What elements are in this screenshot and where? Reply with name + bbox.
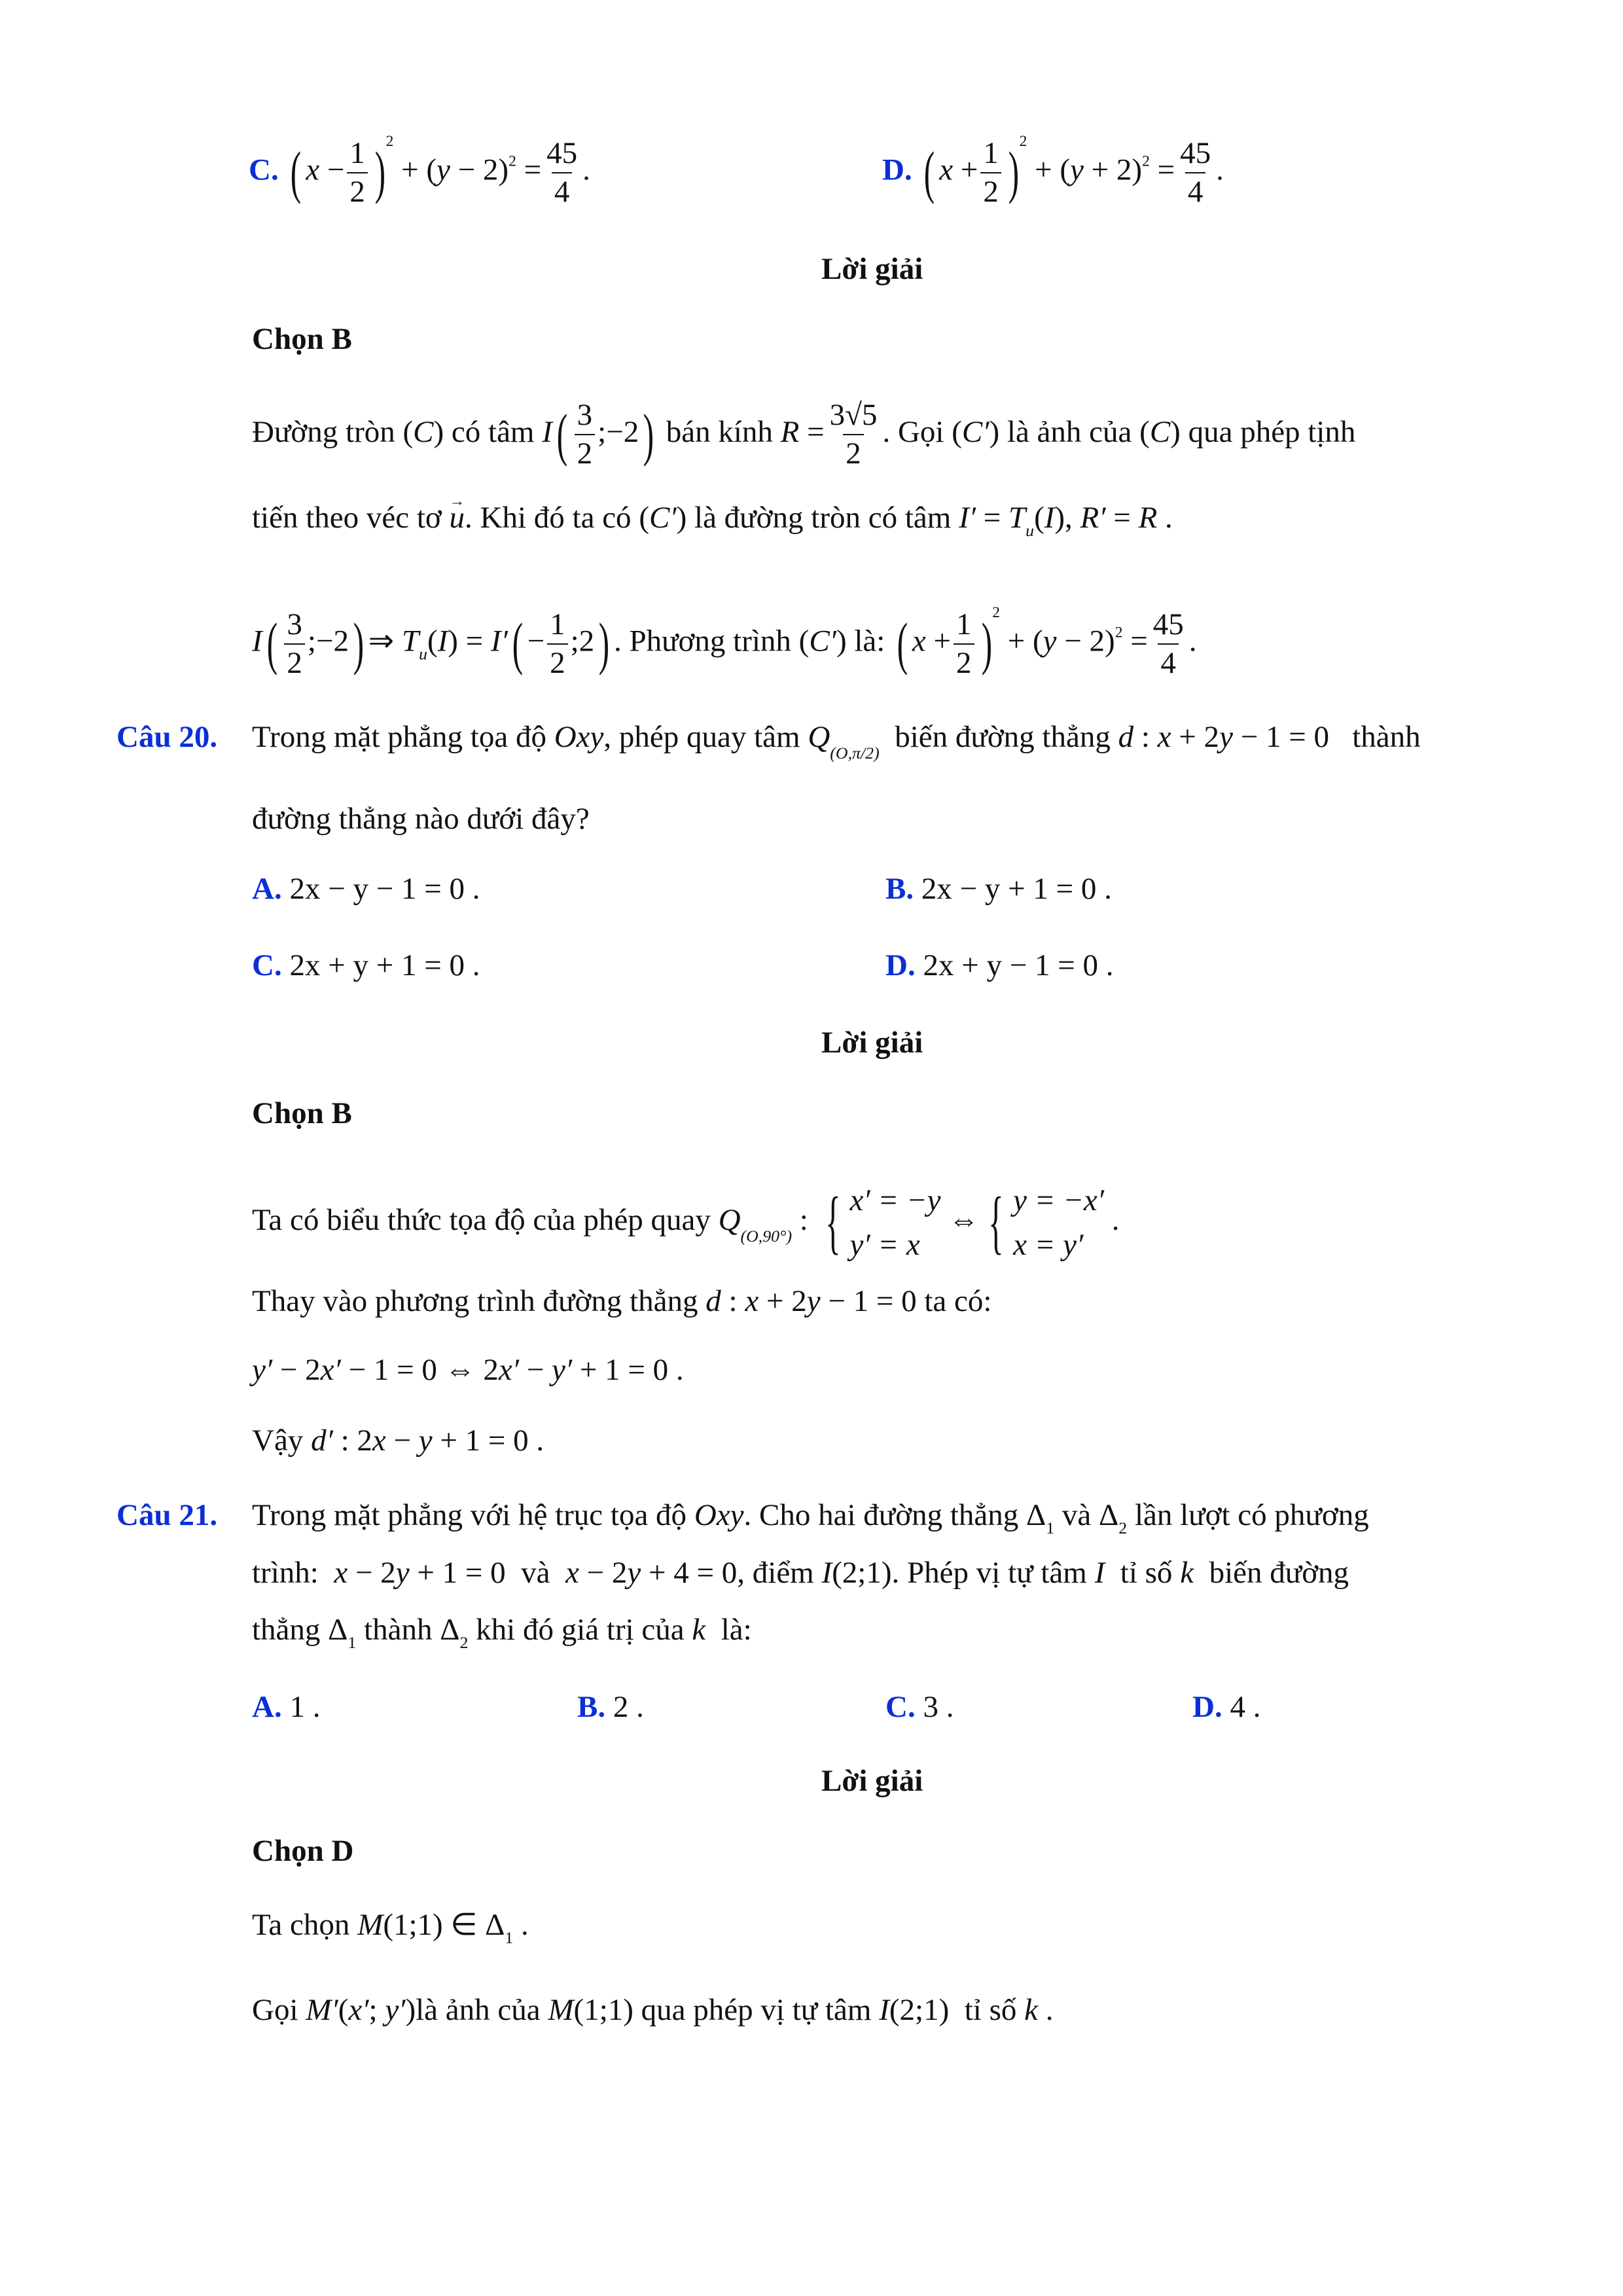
question-21-line-2: trình: x − 2y + 1 = 0 và x − 2y + 4 = 0, điểm I(2;1). Phép vị tự tâm I tỉ số k biến đường <box>252 1556 1349 1590</box>
q20-option-c[interactable]: C. 2x + y + 1 = 0 . <box>252 948 480 982</box>
option-d-row: D. ( x + $\frac{1}{2}$ )$^2 + (y + 2)^2$ = $\frac{45}{4}$ . <box>882 133 1224 209</box>
option-label: D. <box>882 152 912 187</box>
q20-solution-line-1: Ta có biểu thức tọa độ của phép quay $Q_{(O,90^\circ)}$ : { x′ = −y y′ = x ⇔ { y = −x′ x = y′ . <box>252 1183 1120 1263</box>
question-20-label: Câu 20. <box>116 720 218 754</box>
q21-solution-line-2: Gọi M′(x′; y′)là ảnh của M(1;1) qua phép vị tự tâm I(2;1) tỉ số k . <box>252 1993 1054 2027</box>
solution-line-3: I( $\frac{3}{2}$ ;−2) ⇒ $T_u(I) = I'$( − $\frac{1}{2}$ ;2) . Phương trình (C′) là: ( x + $\frac{1}{2}$ )$^2 + (y - 2)^2$ = $\frac{45}{4}$ . <box>252 604 1197 680</box>
q21-option-a[interactable]: A. 1 . <box>252 1690 321 1724</box>
chosen-answer: Chọn B <box>252 322 352 356</box>
question-21-line-3: thẳng $\Delta_1$ thành $\Delta_2$ khi đó giá trị của k là: <box>252 1613 752 1652</box>
question-21-label: Câu 21. <box>116 1498 218 1532</box>
option-c-row: C. ( x − $\frac{1}{2}$ )$^2 + (y - 2)^2$ = $\frac{45}{4}$ . <box>249 133 590 209</box>
solution-line-2: tiến theo véc tơ → u. Khi đó ta có (C′) là đường tròn có tâm $I' = T_u(I)$, R′ = R . <box>252 503 1173 539</box>
solution-heading: Lời giải <box>821 1026 923 1060</box>
chosen-answer: Chọn B <box>252 1096 352 1130</box>
q20-option-d[interactable]: D. 2x + y − 1 = 0 . <box>885 948 1114 982</box>
q20-option-b[interactable]: B. 2x − y + 1 = 0 . <box>885 872 1112 906</box>
q20-solution-line-3: y′ − 2x′ − 1 = 0 ⇔ 2x′ − y′ + 1 = 0 . <box>252 1353 684 1387</box>
chosen-answer: Chọn D <box>252 1834 354 1868</box>
q20-solution-line-4: Vậy d′ : 2x − y + 1 = 0 . <box>252 1424 544 1458</box>
q21-option-c[interactable]: C. 3 . <box>885 1690 954 1724</box>
q20-solution-line-2: Thay vào phương trình đường thẳng d : x + 2y − 1 = 0 ta có: <box>252 1284 992 1318</box>
q21-option-b[interactable]: B. 2 . <box>577 1690 644 1724</box>
solution-line-1: Đường tròn (C) có tâm I( $\frac{3}{2}$ ;−2) bán kính R = $\frac{3√5}{2}$ . Gọi (C′) là ảnh của (C) qua phép tịnh <box>252 398 1356 471</box>
q21-option-d[interactable]: D. 4 . <box>1192 1690 1261 1724</box>
q20-option-a[interactable]: A. 2x − y − 1 = 0 . <box>252 872 480 906</box>
q21-solution-line-1: Ta chọn M(1;1) ∈ $\Delta_1$ . <box>252 1908 529 1947</box>
option-label: C. <box>249 152 279 187</box>
solution-heading: Lời giải <box>821 1764 923 1798</box>
question-20-text: Trong mặt phẳng tọa độ Oxy, phép quay tâm $Q_{(O,\pi/2)}$ biến đường thẳng d : x + 2y − 1 = 0 thành <box>252 720 1421 763</box>
question-21-line-1: Trong mặt phẳng với hệ trục tọa độ Oxy. Cho hai đường thẳng $\Delta_1$ và $\Delta_2$ lần lượt có phương <box>252 1498 1369 1537</box>
solution-heading: Lời giải <box>821 252 923 286</box>
question-20-text-2: đường thẳng nào dưới đây? <box>252 802 590 836</box>
